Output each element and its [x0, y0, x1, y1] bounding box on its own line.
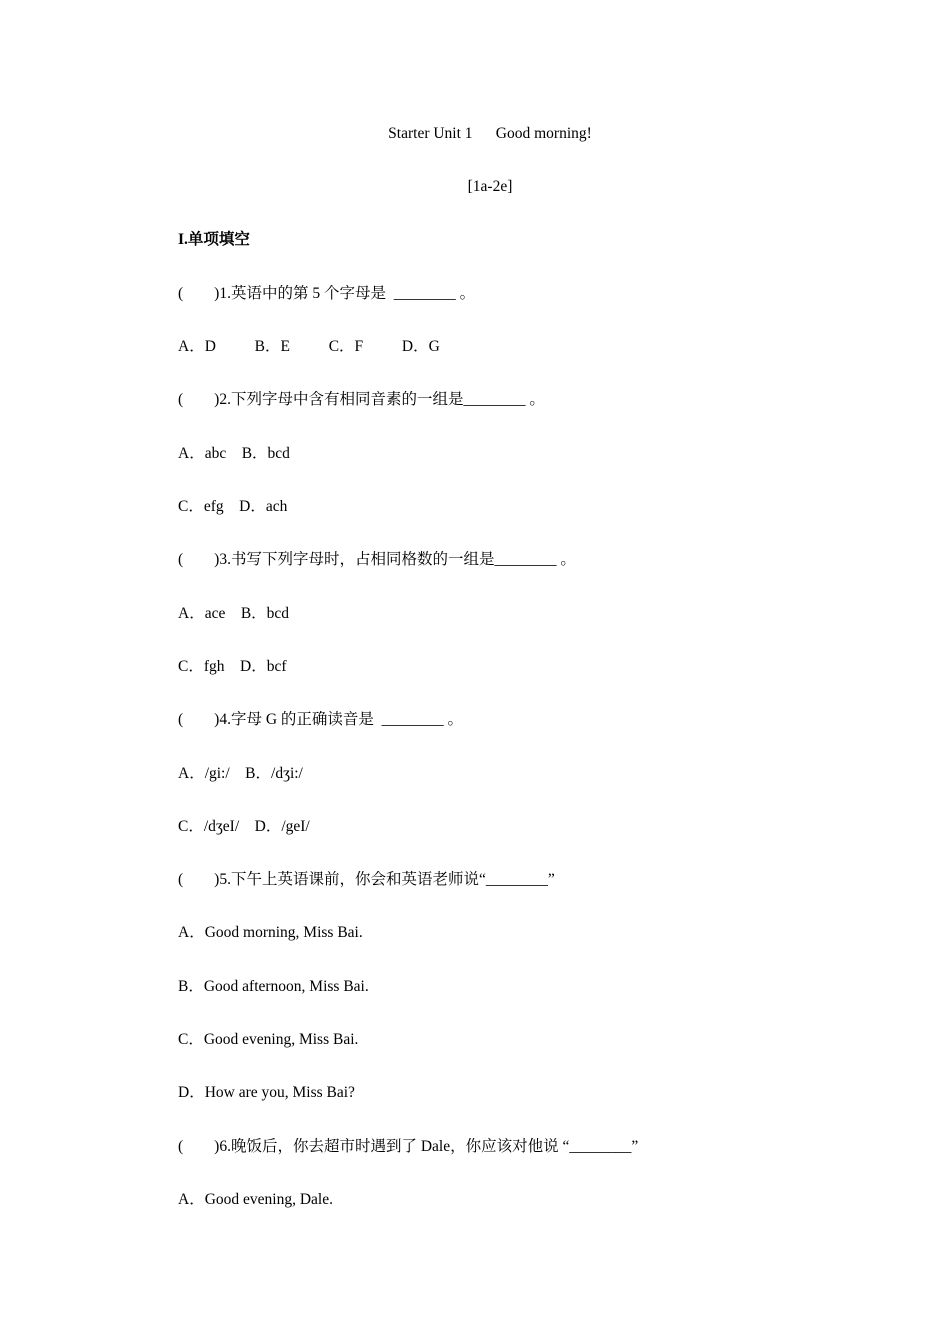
options-3-cd: C．fgh D．bcf	[178, 658, 287, 675]
option-5-a: A．Good morning, Miss Bai.	[178, 924, 363, 941]
option-5-d: D．How are you, Miss Bai?	[178, 1084, 355, 1101]
document-title: Starter Unit 1 Good morning!	[388, 125, 592, 142]
question-1: ( )1.英语中的第 5 个字母是 ________ 。	[178, 285, 476, 302]
options-2-cd: C．efg D．ach	[178, 498, 288, 515]
question-3: ( )3.书写下列字母时，占相同格数的一组是________ 。	[178, 551, 576, 568]
document-subtitle: [1a-2e]	[467, 178, 513, 195]
options-4-cd: C．/dʒeI/ D．/geI/	[178, 818, 310, 835]
question-4: ( )4.字母 G 的正确读音是 ________ 。	[178, 711, 464, 728]
question-6: ( )6.晚饭后，你去超市时遇到了 Dale，你应该对他说 “________”	[178, 1138, 639, 1155]
question-2: ( )2.下列字母中含有相同音素的一组是________ 。	[178, 391, 545, 408]
options-4-ab: A．/gi:/ B．/dʒi:/	[178, 765, 303, 782]
option-6-a: A．Good evening, Dale.	[178, 1191, 333, 1208]
option-5-c: C．Good evening, Miss Bai.	[178, 1031, 359, 1048]
options-2-ab: A．abc B．bcd	[178, 445, 290, 462]
section-heading: I.单项填空	[178, 231, 250, 248]
question-5: ( )5.下午上英语课前，你会和英语老师说“________”	[178, 871, 555, 888]
option-5-b: B．Good afternoon, Miss Bai.	[178, 978, 369, 995]
options-1: A．D B．E C．F D．G	[178, 338, 440, 355]
options-3-ab: A．ace B．bcd	[178, 605, 290, 622]
